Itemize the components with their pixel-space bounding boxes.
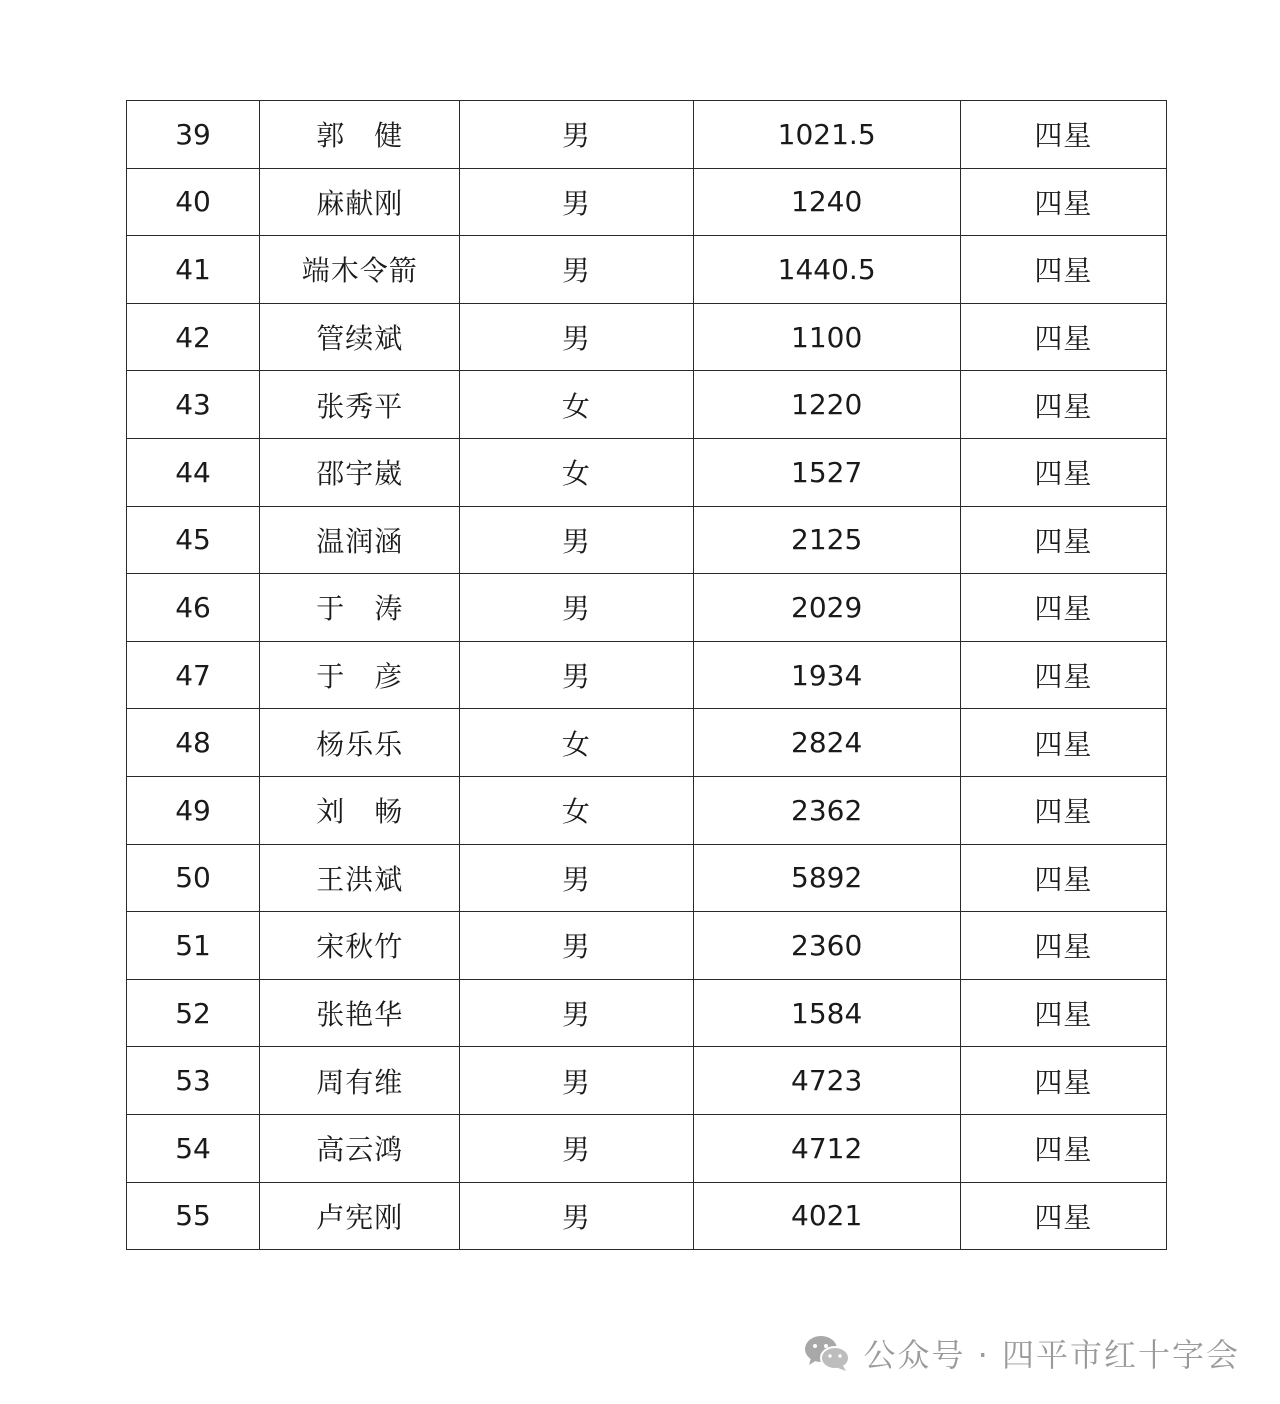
donor-gender: 女 [460,776,693,844]
table-row [127,776,1167,844]
donor-name: 王洪斌 [260,844,460,912]
donor-gender: 男 [460,912,693,980]
donor-name: 卢宪刚 [260,1182,460,1250]
row-number: 49 [127,776,260,844]
table-row [127,1047,1167,1115]
watermark-text: 公众号 · 四平市红十字会 [863,1336,1240,1374]
table-row [127,979,1167,1047]
donor-name: 麻献刚 [260,168,460,236]
donation-amount: 1100 [693,303,960,371]
row-number: 54 [127,1114,260,1182]
donation-amount: 4021 [693,1182,960,1250]
star-level: 四星 [960,574,1166,642]
donor-gender: 男 [460,236,693,304]
star-level: 四星 [960,979,1166,1047]
row-number: 48 [127,709,260,777]
row-number: 52 [127,979,260,1047]
table-row [127,1114,1167,1182]
row-number: 46 [127,574,260,642]
table-row [127,1182,1167,1250]
donor-gender: 女 [460,371,693,439]
star-level: 四星 [960,303,1166,371]
donor-name: 郭 健 [260,101,460,169]
donor-name: 宋秋竹 [260,912,460,980]
donation-amount: 1021.5 [693,101,960,169]
table-row [127,641,1167,709]
donor-name: 温润涵 [260,506,460,574]
table-row [127,101,1167,169]
row-number: 44 [127,438,260,506]
watermark [803,1330,1240,1376]
donor-gender: 男 [460,506,693,574]
star-level: 四星 [960,776,1166,844]
table-row [127,574,1167,642]
wechat-icon [803,1333,851,1373]
donor-gender: 女 [460,709,693,777]
row-number: 40 [127,168,260,236]
donor-gender: 男 [460,303,693,371]
donor-name: 于 涛 [260,574,460,642]
donor-name: 杨乐乐 [260,709,460,777]
donor-name: 端木令箭 [260,236,460,304]
donation-amount: 2362 [693,776,960,844]
donation-amount: 4712 [693,1114,960,1182]
star-level: 四星 [960,641,1166,709]
donor-name: 高云鸿 [260,1114,460,1182]
star-level: 四星 [960,101,1166,169]
donation-amount: 1584 [693,979,960,1047]
row-number: 47 [127,641,260,709]
donor-gender: 男 [460,641,693,709]
row-number: 41 [127,236,260,304]
donor-name: 张艳华 [260,979,460,1047]
row-number: 50 [127,844,260,912]
donation-amount: 2125 [693,506,960,574]
star-level: 四星 [960,371,1166,439]
table-row [127,844,1167,912]
table-row [127,371,1167,439]
donor-gender: 男 [460,979,693,1047]
donor-table [126,100,1167,1250]
donor-name: 周有维 [260,1047,460,1115]
table-row [127,506,1167,574]
table-row [127,438,1167,506]
row-number: 39 [127,101,260,169]
donor-gender: 男 [460,1114,693,1182]
donor-name: 于 彦 [260,641,460,709]
star-level: 四星 [960,1047,1166,1115]
row-number: 55 [127,1182,260,1250]
table-row [127,236,1167,304]
donor-name: 管续斌 [260,303,460,371]
donor-gender: 女 [460,438,693,506]
donation-amount: 2029 [693,574,960,642]
donor-gender: 男 [460,101,693,169]
donation-amount: 1240 [693,168,960,236]
donor-gender: 男 [460,574,693,642]
donation-amount: 1440.5 [693,236,960,304]
donor-name: 张秀平 [260,371,460,439]
donation-amount: 1527 [693,438,960,506]
donor-gender: 男 [460,168,693,236]
row-number: 51 [127,912,260,980]
star-level: 四星 [960,844,1166,912]
donor-name: 邵宇崴 [260,438,460,506]
donation-amount: 1220 [693,371,960,439]
donor-gender: 男 [460,1047,693,1115]
donation-amount: 4723 [693,1047,960,1115]
row-number: 45 [127,506,260,574]
table-row [127,168,1167,236]
star-level: 四星 [960,236,1166,304]
star-level: 四星 [960,1182,1166,1250]
donation-amount: 2360 [693,912,960,980]
row-number: 53 [127,1047,260,1115]
donation-amount: 5892 [693,844,960,912]
star-level: 四星 [960,168,1166,236]
star-level: 四星 [960,506,1166,574]
donation-amount: 1934 [693,641,960,709]
row-number: 42 [127,303,260,371]
donation-amount: 2824 [693,709,960,777]
table-body [127,101,1167,1250]
star-level: 四星 [960,709,1166,777]
star-level: 四星 [960,438,1166,506]
donor-name: 刘 畅 [260,776,460,844]
star-level: 四星 [960,912,1166,980]
donor-gender: 男 [460,844,693,912]
table-row [127,912,1167,980]
donor-gender: 男 [460,1182,693,1250]
table-row [127,303,1167,371]
star-level: 四星 [960,1114,1166,1182]
table-row [127,709,1167,777]
row-number: 43 [127,371,260,439]
